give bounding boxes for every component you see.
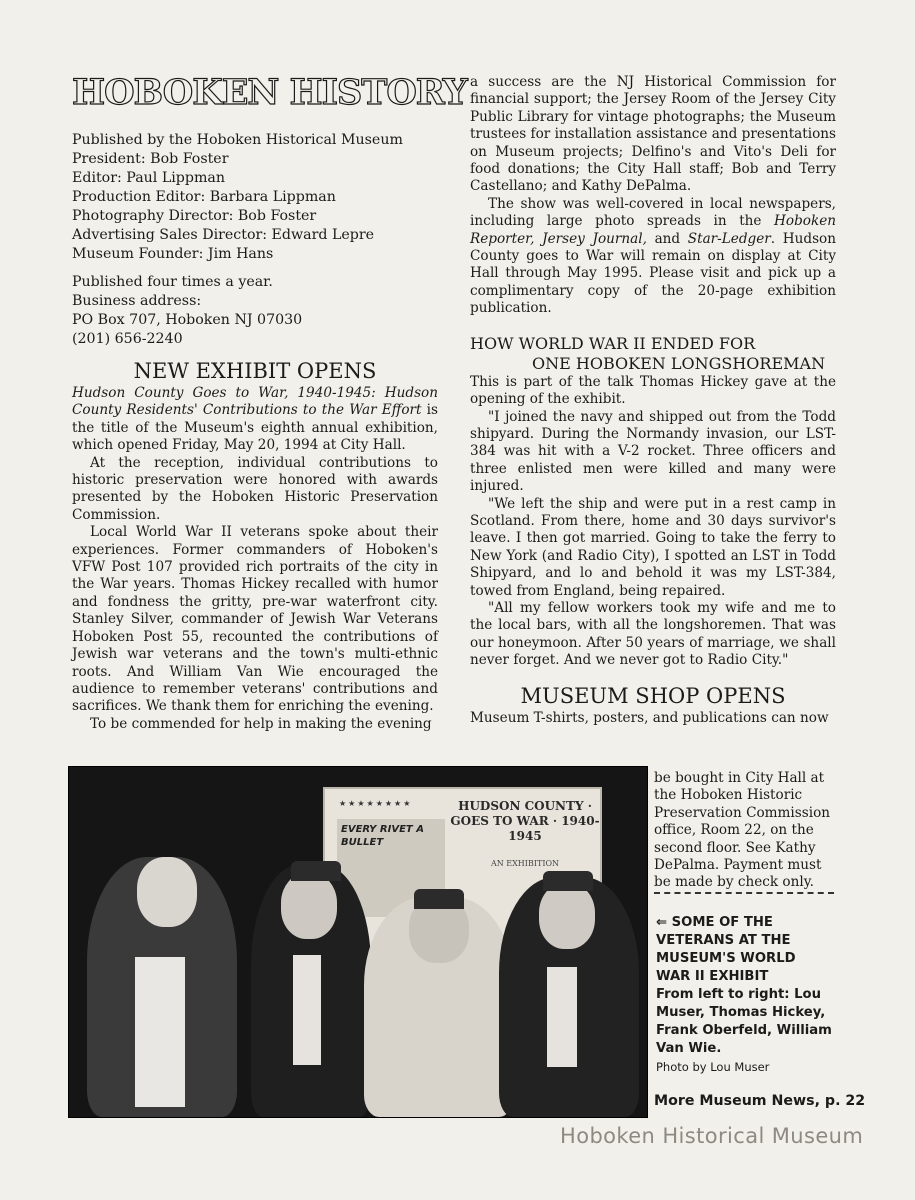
veteran-figure-3	[364, 897, 514, 1117]
credit-line: Production Editor: Barbara Lippman	[72, 189, 336, 205]
veteran-figure-1	[87, 857, 237, 1117]
poster-title: HUDSON COUNTY · GOES TO WAR · 1940-1945	[450, 799, 600, 843]
shop-line-1: Museum T-shirts, posters, and publications can now	[470, 709, 829, 726]
veteran-figure-4	[499, 877, 639, 1117]
exhibit-paragraph-2: At the reception, individual contributions to historic preservation were honored with awards presented by the Hoboken Historic Preservation Commission.	[72, 454, 438, 523]
credit-line: President: Bob Foster	[72, 151, 229, 167]
exhibit-paragraph-3: Local World War II veterans spoke about their experiences. Former commanders of Hoboken's VFW Post 107 provided rich portraits of the city in the War years. Thomas Hickey recalled with humor and fondness the gritty, pre-war waterfront city. Stanley Silver, commander of Jewish War Veterans Hoboken Post 55, recounted the contributions of Jewish war veterans and the town's multi-ethnic roots. And William Van Wie encouraged the audience to remember veterans' contributions and sacrifices. We thank them for enriching the evening.	[72, 524, 438, 715]
poster-subtitle: AN EXHIBITION	[490, 859, 560, 868]
right-column	[470, 74, 836, 727]
credit-line: Advertising Sales Director: Edward Lepre	[72, 227, 375, 243]
divider-rule	[654, 892, 834, 894]
ww2-paragraph-3: "We left the ship and were put in a rest camp in Scotland. From there, home and 30 days survivor's leave. I then got married. Going to take the ferry to New York (and Radio City), I spotted an LST in Todd Shipyard, and lo and behold it was my LST-384, towed from England, being repaired.	[470, 495, 836, 599]
ww2-paragraph-4: "All my fellow workers took my wife and me to the local bars, with all the longshoremen. That was our honeymoon. After 50 years of marriage, we shall never forget. And we never got to Radio City."	[470, 599, 836, 669]
acknowledgements-paragraph: a success are the NJ Historical Commission for financial support; the Jersey Room of the Jersey City Public Library for vintage photographs; the Museum trustees for installation assistance and presentations on Museum projects; Delfino's and Vito's Deli for food donations; the City Hall staff; Bob and Terry Castellano; and Kathy DePalma.	[470, 74, 836, 195]
credit-line: Photography Director: Bob Foster	[72, 208, 317, 224]
exhibit-paragraph-1	[72, 385, 438, 455]
press-text-c: . Hudson County goes to War will remain on display at City Hall through May 1995. Please visit and pick up a complimentary copy of the 20-page exhibition publication.	[470, 230, 836, 317]
veteran-figure-2	[251, 865, 371, 1117]
watermark: Hoboken Historical Museum	[560, 1124, 864, 1148]
shop-text: be bought in City Hall at the Hoboken Historic Preservation Commission office, Room 22, on the second floor. See Kathy DePalma. Payment must be made by check only.	[654, 770, 831, 891]
ww2-paragraph-2: "I joined the navy and shipped out from the Todd shipyard. During the Normandy invasion, our LST-384 was hit with a V-2 rocket. Three officers and three enlisted men were killed and many were injured.	[470, 408, 836, 495]
photo-caption	[656, 914, 834, 1076]
ww2-heading	[470, 334, 836, 374]
publication-line: (201) 656-2240	[72, 331, 183, 347]
poster-rivet-panel: EVERY RIVET A BULLET	[337, 819, 445, 917]
press-text-b: and	[646, 230, 688, 247]
publication-line: Business address:	[72, 293, 202, 309]
more-news-link: More Museum News, p. 22	[654, 1093, 866, 1109]
press-paper-italic: Star-Ledger	[687, 230, 771, 247]
left-column	[72, 72, 467, 733]
press-paragraph	[470, 196, 836, 318]
credits-block	[72, 131, 438, 349]
exhibit-paragraph-1-rest: is the title of the Museum's eighth annual exhibition, which opened Friday, May 20, 1994 at City Hall.	[72, 402, 438, 454]
credit-line: Museum Founder: Jim Hans	[72, 246, 274, 262]
ww2-heading-line1: HOW WORLD WAR II ENDED FOR	[470, 333, 756, 353]
ww2-heading-line2: ONE HOBOKEN LONGSHOREMAN	[532, 353, 826, 373]
exhibit-paragraph-4: To be commended for help in making the evening	[90, 715, 432, 732]
publication-line: PO Box 707, Hoboken NJ 07030	[72, 312, 303, 328]
photo-credit: Photo by Lou Muser	[656, 1060, 770, 1074]
publication-line: Published four times a year.	[72, 274, 273, 290]
poster-stars: ★★★★★★★★	[339, 799, 413, 808]
new-exhibit-heading: NEW EXHIBIT OPENS	[133, 359, 377, 383]
press-papers-italic: Hoboken Reporter, Jersey Journal,	[470, 213, 836, 247]
credit-line: Published by the Hoboken Historical Museum	[72, 132, 403, 148]
caption-text: ⇐ SOME OF THE VETERANS AT THE MUSEUM'S WORLD WAR II EXHIBIT	[656, 915, 796, 984]
press-text-a: The show was well-covered in local newspapers, including large photo spreads in the	[470, 195, 836, 230]
ww2-paragraph-1: This is part of the talk Thomas Hickey gave at the opening of the exhibit.	[470, 373, 836, 408]
credit-line: Editor: Paul Lippman	[72, 170, 226, 186]
masthead-title: HOBOKEN HISTORY	[72, 72, 467, 113]
shop-continuation	[654, 770, 834, 892]
exhibit-title-italic: Hudson County Goes to War, 1940-1945: Hudson County Residents' Contributions to the War Effort	[72, 385, 438, 419]
caption-names: From left to right: Lou Muser, Thomas Hickey, Frank Oberfeld, William Van Wie.	[656, 987, 832, 1056]
shop-heading: MUSEUM SHOP OPENS	[520, 683, 786, 708]
veterans-photo	[68, 766, 648, 1118]
